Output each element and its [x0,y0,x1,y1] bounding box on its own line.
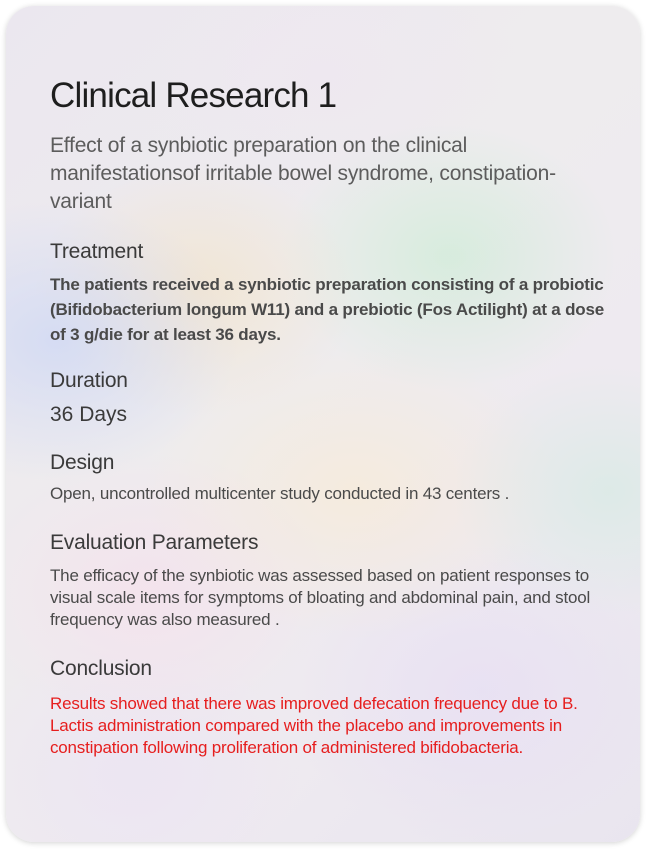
evaluation-heading: Evaluation Parameters [50,531,259,554]
design-section [50,449,610,505]
conclusion-heading: Conclusion [50,657,152,680]
card-content [50,74,610,759]
treatment-text: The patients received a synbiotic preparation consisting of a probiotic (Bifidobacterium longum W11) and a prebiotic (Fos Actilight) at a dose of 3 g/die for at least 36 days. [50,275,604,344]
card-subtitle: Effect of a synbiotic preparation on the clinical manifestationsof irritable bowel syndrome, constipation-variant [50,134,556,213]
treatment-section [50,238,610,347]
duration-section [50,367,610,429]
conclusion-text: Results showed that there was improved defecation frequency due to B. Lactis administration compared with the placebo and improvements in constipation following proliferation of administered bifidobacteria. [50,694,578,757]
treatment-heading: Treatment [50,240,144,263]
design-text: Open, uncontrolled multicenter study conducted in 43 centers . [50,484,510,503]
duration-heading: Duration [50,369,128,392]
card-title: Clinical Research 1 [50,76,337,115]
evaluation-section [50,529,610,631]
research-card [6,6,640,842]
evaluation-text: The efficacy of the synbiotic was assessed based on patient responses to visual scale items for symptoms of bloating and abdominal pain, and stool frequency was also measured . [50,566,591,629]
conclusion-section [50,655,610,759]
design-heading: Design [50,451,115,474]
duration-value: 36 Days [50,403,128,426]
